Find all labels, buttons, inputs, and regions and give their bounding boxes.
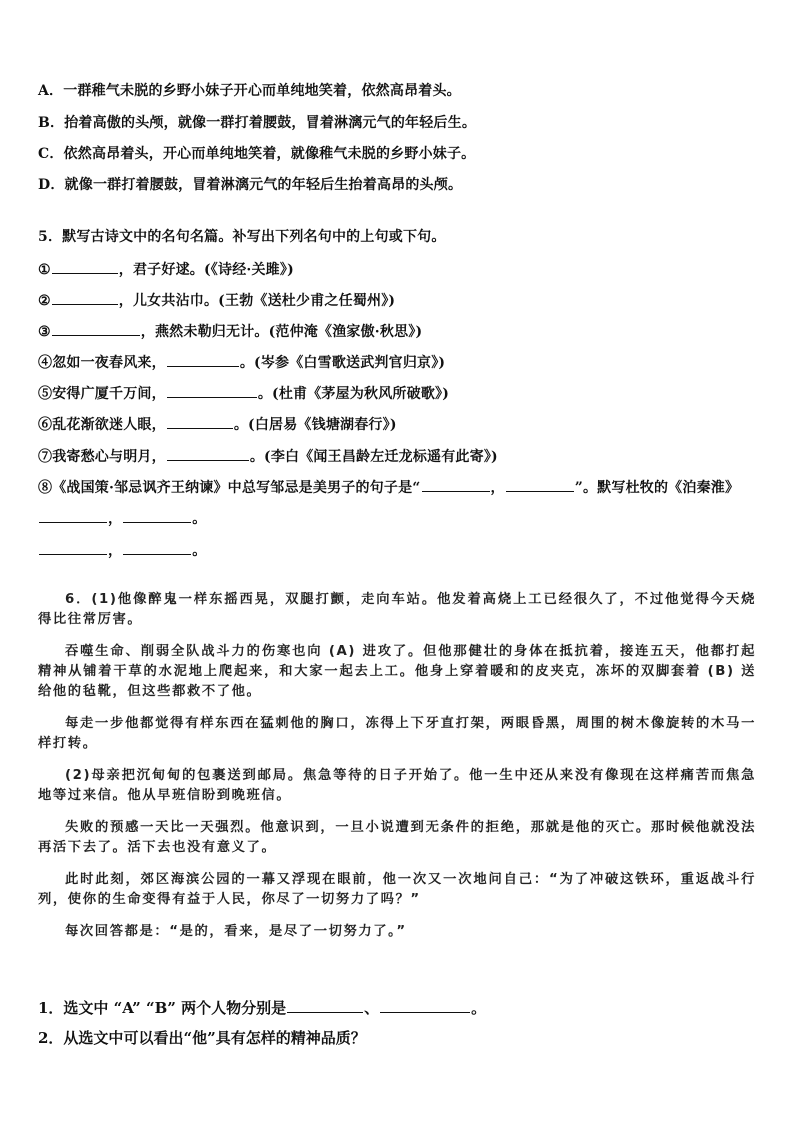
q5-item-5 [38, 383, 449, 404]
passage-paragraph-4: (2)母亲把沉甸甸的包裹送到邮局。焦急等待的日子开始了。他一生中还从来没有像现在这样痛苦而焦急地等过来信。他从早班信盼到晚班信。 [38, 768, 756, 803]
q5-line-end: 。 [192, 543, 207, 559]
question-2: 2．从选文中可以看出“他”具有怎样的精神品质？ [38, 1029, 366, 1047]
question-5-stem: 5．默写古诗文中的名句名篇。补写出下列名句中的上句或下句。 [38, 229, 446, 245]
passage-paragraph-6: 此时此刻，郊区海滨公园的一幕又浮现在眼前，他一次又一次地问自己：“为了冲破这铁环，重返战斗行列，使你的生命变得有益于人民，你尽了一切努力了吗？” [38, 872, 756, 907]
answer-blank[interactable] [52, 290, 118, 305]
q5-item-4 [38, 352, 445, 373]
q5-item-5-pre: ⑤安得广厦千万间， [38, 386, 166, 402]
q5-item-1-post: ，君子好逑。(《诗经·关雎》) [118, 262, 294, 278]
answer-blank[interactable] [167, 414, 233, 429]
q5-item-1 [38, 259, 294, 280]
q5-item-6-pre: ⑥乱花渐欲迷人眼， [38, 417, 166, 433]
question-1 [38, 997, 486, 1019]
answer-blank[interactable] [167, 352, 239, 367]
passage-paragraph-5: 失败的预感一天比一天强烈。他意识到，一旦小说遭到无条件的拒绝，那就是他的灭亡。那时候他就没法再活下去了。活下去也没有意义了。 [38, 820, 756, 855]
option-d: D．就像一群打着腰鼓，冒着淋漓元气的年轻后生抬着高昂的头颅。 [38, 177, 463, 193]
q5-item-1-pre: ① [38, 262, 51, 278]
option-c: C．依然高昂着头，开心而单纯地笑着，就像稚气未脱的乡野小妹子。 [38, 146, 476, 162]
answer-blank[interactable] [123, 508, 191, 523]
option-b: B．抬着高傲的头颅，就像一群打着腰鼓，冒着淋漓元气的年轻后生。 [38, 115, 477, 131]
passage-paragraph-1: 6．(1)他像醉鬼一样东摇西晃，双腿打颤，走向车站。他发着高烧上工已经很久了，不过他觉得今天烧得比往常厉害。 [38, 592, 756, 627]
q5-line-end: 。 [192, 511, 207, 527]
answer-blank[interactable] [287, 998, 363, 1013]
q5-line-sep: ， [108, 543, 123, 559]
q5-item-8-pre: ⑧《战国策·邹忌讽齐王纳谏》中总写邹忌是美男子的句子是“ [38, 480, 421, 496]
q5-item-6 [38, 414, 397, 435]
passage-paragraph-2: 吞噬生命、削弱全队战斗力的伤寒也向 (A) 进攻了。但他那健壮的身体在抵抗着，接连五天，他都打起精神从铺着干草的水泥地上爬起来，和大家一起去上工。他身上穿着暖和的皮夹克，冻坏的双脚套着 (B) 送给他的毡靴，但这些都救不了他。 [38, 644, 756, 699]
q5-item-2-pre: ② [38, 293, 51, 309]
q5-item-3 [38, 321, 422, 342]
q5-item-3-post: ，燕然未勒归无计。(范仲淹《渔家傲·秋思》) [140, 324, 423, 340]
option-a: A．一群稚气未脱的乡野小妹子开心而单纯地笑着，依然高昂着头。 [38, 83, 461, 99]
q5-line-sep: ， [108, 511, 123, 527]
passage-paragraph-3: 每走一步他都觉得有样东西在猛刺他的胸口，冻得上下牙直打架，两眼昏黑，周围的树木像旋转的木马一样打转。 [38, 716, 756, 751]
reading-passage [38, 590, 756, 942]
q5-item-3-pre: ③ [38, 324, 51, 340]
q5-poem-line-1 [38, 508, 206, 529]
q5-item-8 [38, 477, 739, 498]
q5-item-8-sep: ， [490, 480, 505, 496]
q5-item-7 [38, 446, 498, 467]
q5-item-4-post: 。(岑参《白雪歌送武判官归京》) [239, 355, 446, 371]
question-1-sep: 、 [364, 999, 380, 1017]
passage-paragraph-7: 每次回答都是：“是的，看来，是尽了一切努力了。” [65, 924, 407, 939]
answer-blank[interactable] [506, 477, 574, 492]
answer-blank[interactable] [422, 477, 490, 492]
q5-item-8-post: ”。默写杜牧的《泊秦淮》 [574, 480, 740, 496]
q5-item-7-pre: ⑦我寄愁心与明月， [38, 449, 166, 465]
answer-blank[interactable] [52, 259, 118, 274]
q5-item-5-post: 。(杜甫《茅屋为秋风所破歌》) [257, 386, 450, 402]
q5-item-2 [38, 290, 395, 311]
q5-item-6-post: 。(白居易《钱塘湖春行》) [233, 417, 397, 433]
q5-poem-line-2 [38, 540, 206, 561]
question-1-end: 。 [471, 999, 487, 1017]
answer-blank[interactable] [123, 540, 191, 555]
answer-blank[interactable] [167, 383, 257, 398]
answer-blank[interactable] [52, 321, 140, 336]
q5-item-2-post: ，儿女共沾巾。(王勃《送杜少甫之任蜀州》) [118, 293, 396, 309]
answer-blank[interactable] [167, 446, 249, 461]
q5-item-7-post: 。(李白《闻王昌龄左迁龙标遥有此寄》) [249, 449, 498, 465]
answer-blank[interactable] [380, 998, 470, 1013]
q5-item-4-pre: ④忽如一夜春风来， [38, 355, 166, 371]
answer-blank[interactable] [39, 508, 107, 523]
question-1-text: 1．选文中 “A” “B” 两个人物分别是 [38, 999, 287, 1017]
answer-blank[interactable] [39, 540, 107, 555]
